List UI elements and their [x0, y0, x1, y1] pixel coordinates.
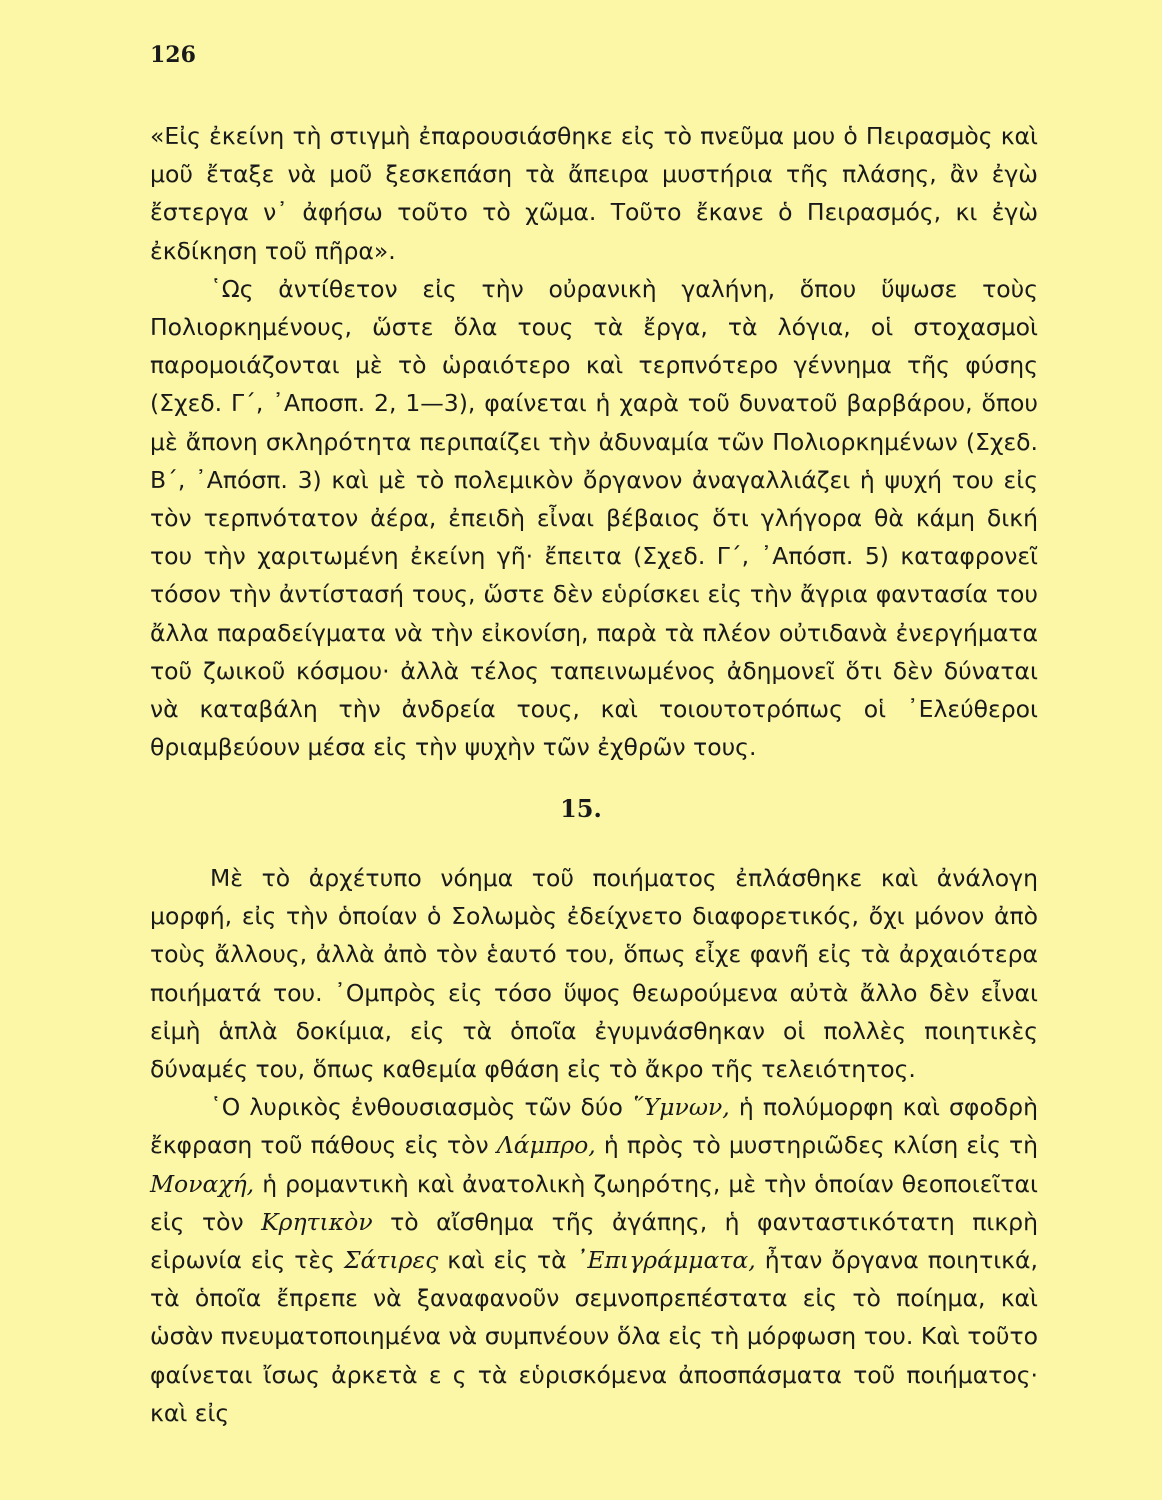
- lyric-text-2: ἡ πολύμορφη καὶ σφοδρὴ ἔκφραση τοῦ πάθους εἰς τὸν: [150, 1093, 1038, 1160]
- quote-paragraph: «Εἰς ἐκείνη τὴ στιγμὴ ἐπαρουσιάσθηκε εἰς τὸ πνεῦμα μου ὁ Πειρασμὸς καὶ μοῦ ἔταξε νὰ μοῦ ξεσκεπάση τὰ ἄπειρα μυστήρια τῆς πλάσης, ἂν ἐγὼ ἔστεργα ν᾽ ἀφήσω τοῦτο τὸ χῶμα. Τοῦτο ἔκανε ὁ Πειρασμός, κι ἐγὼ ἐκδίκηση τοῦ πῆρα».: [150, 122, 1038, 265]
- title-satires: Σάτιρες: [343, 1246, 439, 1275]
- title-hymns: ῞Υμνων,: [632, 1093, 730, 1122]
- lyric-text-7: ἦταν ὄργανα ποιητικά, τὰ ὁποῖα ἔπρεπε νὰ ξαναφανοῦν σεμνοπρεπέστατα εἰς τὸ ποίημα, καὶ ὡσὰν πνευματοποιημένα νὰ συμπνέουν ὅλα εἰς τὴ μόρφωση του. Καὶ τοῦτο φαίνεται ἴσως ἀρκετὰ ε ς τὰ εὑρισκόμενα ἀποσπάσματα τοῦ ποιήματος· καὶ εἰς: [150, 1246, 1038, 1427]
- page-number: 126: [150, 42, 196, 68]
- lyric-text-6: καὶ εἰς τὰ: [447, 1246, 567, 1275]
- title-epigrams: ᾽Επιγράμματα,: [575, 1246, 756, 1275]
- paragraph-form: Μὲ τὸ ἀρχέτυπο νόημα τοῦ ποιήματος ἐπλάσθηκε καὶ ἀνάλογη μορφή, εἰς τὴν ὁποίαν ὁ Σολωμὸς ἐδείχνετο διαφορετικός, ὄχι μόνον ἀπὸ τοὺς ἄλλους, ἀλλὰ ἀπὸ τὸν ἑαυτό του, ὅπως εἶχε φανῆ εἰς τὰ ἀρχαιότερα ποιήματά του. ᾽Ομπρὸς εἰς τόσο ὕψος θεωρούμενα αὐτὰ ἄλλο δὲν εἶναι εἰμὴ ἁπλὰ δοκίμια, εἰς τὰ ὁποῖα ἐγυμνάσθηκαν οἱ πολλὲς ποιητικὲς δύναμές του, ὅπως καθεμία φθάση εἰς τὸ ἄκρο τῆς τελειότητος.: [150, 864, 1038, 1084]
- lyric-text-5: τὸ αἴσθημα τῆς ἀγάπης, ἡ φανταστικότατη πικρὴ εἰρωνία εἰς τὲς: [150, 1207, 1038, 1275]
- title-monachi: Μοναχή,: [150, 1169, 255, 1198]
- title-kritikos: Κρητικὸν: [261, 1207, 373, 1236]
- title-lambros: Λάμπρο,: [496, 1131, 596, 1160]
- paragraph-antithesis: ῾Ως ἀντίθετον εἰς τὴν οὐρανικὴ γαλήνη, ὅπου ὕψωσε τοὺς Πολιορκημένους, ὥστε ὅλα τους τὰ ἔργα, τὰ λόγια, οἱ στοχασμοὶ παρομοιάζονται μὲ τὸ ὡραιότερο καὶ τερπνότερο γέννημα τῆς φύσης (Σχεδ. Γ΄, ᾽Αποσπ. 2, 1—3), φαίνεται ἡ χαρὰ τοῦ δυνατοῦ βαρβάρου, ὅπου μὲ ἄπονη σκληρότητα περιπαίζει τὴν ἀδυναμία τῶν Πολιορκημένων (Σχεδ. Β΄, ᾽Απόσπ. 3) καὶ μὲ τὸ πολεμικὸν ὄργανον ἀναγαλλιάζει ἡ ψυχή του εἰς τὸν τερπνότατον ἀέρα, ἐπειδὴ εἶναι βέβαιος ὅτι γλήγορα θὰ κάμη δική του τὴν χαριτωμένη ἐκείνη γῆ· ἔπειτα (Σχεδ. Γ΄, ᾽Απόσπ. 5) καταφρονεῖ τόσον τὴν ἀντίστασή τους, ὥστε δὲν εὑρίσκει εἰς τὴν ἄγρια φαντασία του ἄλλα παραδείγματα νὰ τὴν εἰκονίση, παρὰ τὰ πλέον οὐτιδανὰ ἐνεργήματα τοῦ ζωικοῦ κόσμου· ἀλλὰ τέλος ταπεινωμένος ἀδημονεῖ ὅτι δὲν δύναται νὰ καταβάλη τὴν ἀνδρεία τους, καὶ τοιουτοτρόπως οἱ ᾽Ελεύθεροι θριαμβεύουν μέσα εἰς τὴν ψυχὴν τῶν ἐχθρῶν τους.: [150, 274, 1038, 762]
- text-block-upper: [150, 117, 1038, 766]
- lyric-text-1: ῾Ο λυρικὸς ἐνθουσιασμὸς τῶν δύο: [210, 1093, 623, 1122]
- lyric-text-4: ἡ ρομαντικὴ καὶ ἀνατολικὴ ζωηρότης, μὲ τὴν ὁποίαν θεοποιεῖται εἰς τὸν: [150, 1169, 1038, 1236]
- lyric-text-3: ἡ πρὸς τὸ μυστηριῶδες κλίση εἰς τὴ: [603, 1131, 1038, 1160]
- text-block-lower: [150, 859, 1038, 1432]
- paragraph-lyric: [150, 1088, 1038, 1432]
- section-number: 15.: [560, 794, 602, 823]
